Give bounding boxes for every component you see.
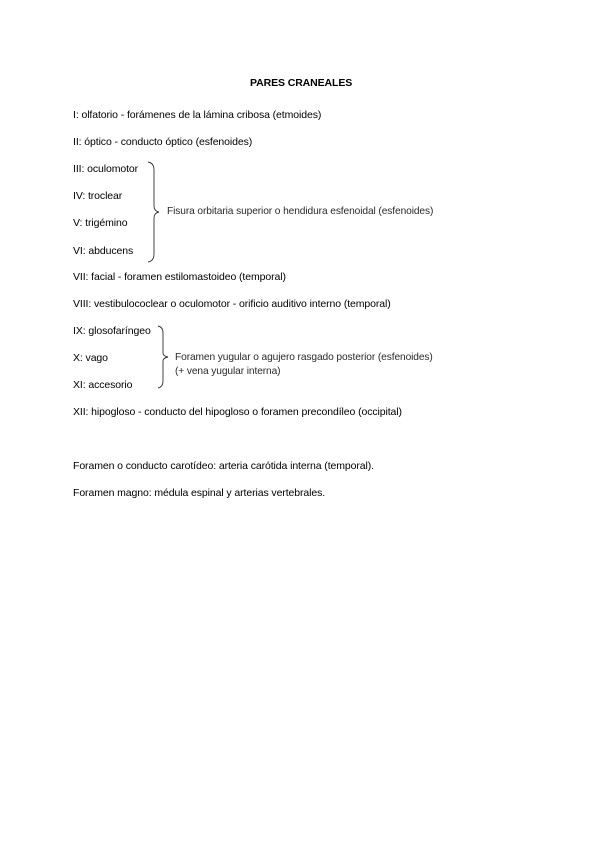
nerve-line-11: XI: accesorio — [73, 379, 133, 391]
carotid-foramen-line: Foramen o conducto carotídeo: arteria carótida interna (temporal). — [73, 460, 374, 472]
nerve-line-3: III: oculomotor — [73, 163, 139, 175]
foramen-yugular-note: Foramen yugular o agujero rasgado posterior (esfenoides) — [175, 352, 433, 363]
nerve-line-2: II: óptico - conducto óptico (esfenoides) — [73, 136, 253, 148]
page-title: PARES CRANEALES — [250, 77, 353, 89]
nerve-line-10: X: vago — [73, 352, 108, 364]
nerve-line-7: VII: facial - foramen estilomastoideo (temporal) — [73, 271, 286, 283]
fisura-orbitaria-note: Fisura orbitaria superior o hendidura esfenoidal (esfenoides) — [167, 206, 434, 217]
nerve-line-5: V: trigémino — [73, 217, 128, 229]
foramen-magno-line: Foramen magno: médula espinal y arterias vertebrales. — [73, 487, 326, 499]
nerve-line-4: IV: troclear — [73, 190, 123, 202]
vena-yugular-note: (+ vena yugular interna) — [175, 366, 281, 377]
nerve-line-8: VIII: vestibulococlear o oculomotor - orificio auditivo interno (temporal) — [73, 298, 391, 310]
curly-brace-icon — [146, 160, 160, 264]
nerve-line-9: IX: glosofaríngeo — [73, 325, 151, 337]
curly-brace-icon — [156, 324, 170, 390]
nerve-line-1: I: olfatorio - forámenes de la lámina cribosa (etmoides) — [73, 109, 322, 121]
nerve-line-6: VI: abducens — [73, 245, 134, 257]
nerve-line-12: XII: hipogloso - conducto del hipogloso o foramen precondíleo (occipital) — [73, 406, 402, 418]
